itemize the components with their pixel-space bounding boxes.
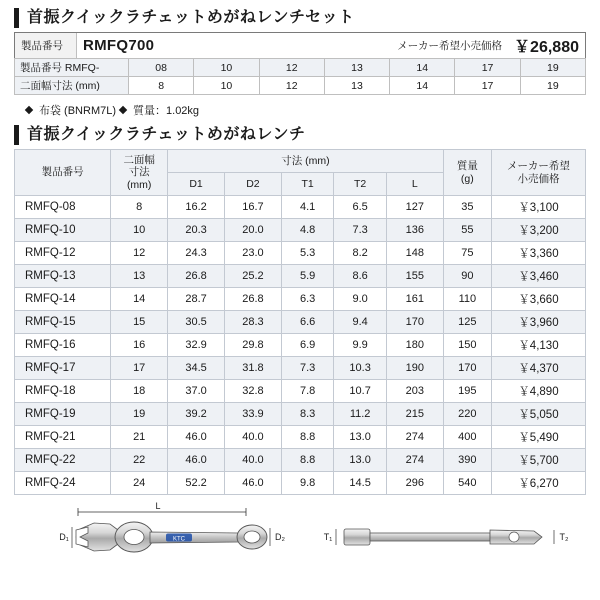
header-dimensions: 寸法 (mm) (168, 150, 444, 173)
cell-price: ￥4,130 (491, 334, 585, 357)
cell-d1: 28.7 (168, 288, 225, 311)
cell-d1: 46.0 (168, 449, 225, 472)
cell-product-no: RMFQ-22 (15, 449, 111, 472)
cell-width: 19 (111, 403, 168, 426)
accessory-line (14, 95, 586, 125)
header-width-line1: 二面幅 (123, 154, 155, 167)
length-dimension (78, 501, 246, 516)
cell-t2: 13.0 (334, 426, 387, 449)
cell-mass: 90 (443, 265, 491, 288)
cell-t2: 10.3 (334, 357, 387, 380)
cell-mass: 170 (443, 357, 491, 380)
table-row (15, 380, 586, 403)
cell-t1: 6.9 (281, 334, 334, 357)
table-row (15, 357, 586, 380)
cell-d2: 29.8 (225, 334, 282, 357)
cell-mass: 75 (443, 242, 491, 265)
set-model-cell: 17 (455, 59, 520, 77)
cell-l: 127 (386, 196, 443, 219)
cell-product-no: RMFQ-24 (15, 472, 111, 495)
cell-t2: 14.5 (334, 472, 387, 495)
cell-t1: 5.9 (281, 265, 334, 288)
cell-price: ￥3,200 (491, 219, 585, 242)
cell-t2: 8.6 (334, 265, 387, 288)
cell-product-no: RMFQ-16 (15, 334, 111, 357)
cell-d2: 32.8 (225, 380, 282, 403)
cell-price: ￥3,660 (491, 288, 585, 311)
set-model-cell: 10 (194, 59, 259, 77)
item-title-row (14, 125, 586, 145)
header-price (491, 150, 585, 196)
header-width-line2: 寸法 (128, 166, 150, 179)
cell-t2: 7.3 (334, 219, 387, 242)
cell-d2: 40.0 (225, 426, 282, 449)
cell-price: ￥4,890 (491, 380, 585, 403)
cell-t2: 13.0 (334, 449, 387, 472)
header-t1: T1 (281, 173, 334, 196)
cell-width: 22 (111, 449, 168, 472)
cell-t1: 5.3 (281, 242, 334, 265)
page-title: 首振クイックラチェットめがねレンチセット (27, 9, 355, 27)
header-t2: T2 (334, 173, 387, 196)
cell-d2: 28.3 (225, 311, 282, 334)
header-price-line2: 小売価格 (517, 172, 560, 185)
set-width-cell: 8 (129, 77, 194, 95)
cell-price: ￥5,050 (491, 403, 585, 426)
open-end-head (76, 523, 118, 551)
cell-mass: 125 (443, 311, 491, 334)
set-model-cell: 13 (324, 59, 389, 77)
cell-mass: 150 (443, 334, 491, 357)
cell-width: 24 (111, 472, 168, 495)
cell-d2: 16.7 (225, 196, 282, 219)
cell-l: 215 (386, 403, 443, 426)
cell-d1: 32.9 (168, 334, 225, 357)
cell-t2: 9.0 (334, 288, 387, 311)
cell-d2: 20.0 (225, 219, 282, 242)
cell-d2: 31.8 (225, 357, 282, 380)
cell-product-no: RMFQ-12 (15, 242, 111, 265)
cell-price: ￥6,270 (491, 472, 585, 495)
table-row (15, 196, 586, 219)
cell-d2: 23.0 (225, 242, 282, 265)
cell-d2: 25.2 (225, 265, 282, 288)
shank (150, 532, 238, 543)
cell-t1: 8.3 (281, 403, 334, 426)
table-row (15, 242, 586, 265)
set-width-cell: 17 (455, 77, 520, 95)
cell-product-no: RMFQ-17 (15, 357, 111, 380)
specification-table (14, 149, 586, 495)
table-row (15, 403, 586, 426)
table-row (15, 288, 586, 311)
cell-d1: 46.0 (168, 426, 225, 449)
table-row (15, 265, 586, 288)
header-product-no: 製品番号 (15, 150, 111, 196)
cell-price: ￥5,700 (491, 449, 585, 472)
set-contents-table (14, 58, 586, 95)
header-width-across-flats (111, 150, 168, 196)
cell-width: 17 (111, 357, 168, 380)
set-model-row-label: 製品番号 RMFQ- (15, 59, 129, 77)
cell-product-no: RMFQ-15 (15, 311, 111, 334)
cell-d1: 52.2 (168, 472, 225, 495)
cell-t2: 8.2 (334, 242, 387, 265)
cell-width: 10 (111, 219, 168, 242)
cell-t2: 11.2 (334, 403, 387, 426)
cell-l: 136 (386, 219, 443, 242)
header-mass (443, 150, 491, 196)
header-d1: D1 (168, 173, 225, 196)
cell-d1: 30.5 (168, 311, 225, 334)
table-row (15, 472, 586, 495)
cell-d2: 33.9 (225, 403, 282, 426)
cell-l: 203 (386, 380, 443, 403)
side-view (324, 529, 569, 545)
cell-d2: 46.0 (225, 472, 282, 495)
wrench-drawing (14, 499, 586, 577)
cell-l: 155 (386, 265, 443, 288)
set-width-cell: 19 (520, 77, 585, 95)
cell-d1: 20.3 (168, 219, 225, 242)
cell-product-no: RMFQ-21 (15, 426, 111, 449)
cell-l: 274 (386, 449, 443, 472)
cell-t1: 6.6 (281, 311, 334, 334)
cell-t1: 4.8 (281, 219, 334, 242)
diamond-bullet-icon (25, 106, 33, 114)
ring-head-small (237, 525, 267, 549)
cell-width: 21 (111, 426, 168, 449)
cell-d1: 37.0 (168, 380, 225, 403)
cell-l: 148 (386, 242, 443, 265)
cell-mass: 400 (443, 426, 491, 449)
brand-mark-text: KTC (173, 536, 185, 543)
ring-head (115, 522, 153, 552)
table-row (15, 311, 586, 334)
cell-mass: 110 (443, 288, 491, 311)
header-price-line1: メーカー希望 (507, 160, 570, 173)
title-accent-bar (14, 125, 19, 145)
cell-mass: 35 (443, 196, 491, 219)
cell-d2: 40.0 (225, 449, 282, 472)
dimension-diagram (14, 499, 586, 577)
cell-l: 296 (386, 472, 443, 495)
cell-width: 13 (111, 265, 168, 288)
cell-mass: 55 (443, 219, 491, 242)
cell-l: 170 (386, 311, 443, 334)
cell-width: 18 (111, 380, 168, 403)
set-model-cell: 08 (129, 59, 194, 77)
cell-t2: 9.9 (334, 334, 387, 357)
diamond-bullet-icon (119, 106, 127, 114)
cell-price: ￥3,360 (491, 242, 585, 265)
cell-t1: 8.8 (281, 426, 334, 449)
cell-product-no: RMFQ-13 (15, 265, 111, 288)
cell-d1: 39.2 (168, 403, 225, 426)
set-model-cell: 12 (259, 59, 324, 77)
cell-t2: 6.5 (334, 196, 387, 219)
set-model-cell: 14 (390, 59, 455, 77)
table-row (15, 59, 586, 77)
cell-product-no: RMFQ-19 (15, 403, 111, 426)
cell-d2: 26.8 (225, 288, 282, 311)
cell-t2: 9.4 (334, 311, 387, 334)
cell-width: 8 (111, 196, 168, 219)
set-width-row-label: 二面幅寸法 (mm) (15, 77, 129, 95)
cell-price: ￥5,490 (491, 426, 585, 449)
cell-d1: 34.5 (168, 357, 225, 380)
cell-width: 16 (111, 334, 168, 357)
label-t1: T₁ (323, 532, 333, 542)
cell-price: ￥4,370 (491, 357, 585, 380)
header-mass-line2: (g) (460, 172, 474, 185)
cell-product-no: RMFQ-14 (15, 288, 111, 311)
set-width-cell: 13 (324, 77, 389, 95)
table-row (15, 77, 586, 95)
model-number-value: RMFQ700 (83, 37, 155, 54)
cell-d1: 16.2 (168, 196, 225, 219)
cell-width: 14 (111, 288, 168, 311)
section-title: 首振クイックラチェットめがねレンチ (27, 126, 306, 144)
cell-t1: 9.8 (281, 472, 334, 495)
cell-width: 12 (111, 242, 168, 265)
price-label: メーカー希望小売価格 (397, 40, 503, 52)
spec-table-body (15, 196, 586, 495)
cell-d1: 26.8 (168, 265, 225, 288)
set-width-cell: 10 (194, 77, 259, 95)
cell-t2: 10.7 (334, 380, 387, 403)
cell-mass: 540 (443, 472, 491, 495)
cell-product-no: RMFQ-18 (15, 380, 111, 403)
table-row (15, 219, 586, 242)
set-title-row (14, 8, 586, 28)
table-row (15, 426, 586, 449)
cell-mass: 390 (443, 449, 491, 472)
cell-product-no: RMFQ-10 (15, 219, 111, 242)
accessory-bag: 布袋 (BNRM7L) (39, 105, 117, 117)
cell-l: 180 (386, 334, 443, 357)
label-t2: T₂ (559, 532, 569, 542)
cell-t1: 4.1 (281, 196, 334, 219)
model-number-label: 製品番号 (15, 33, 77, 58)
set-model-cell: 19 (520, 59, 585, 77)
set-width-cell: 12 (259, 77, 324, 95)
cell-l: 274 (386, 426, 443, 449)
price-value: ￥26,880 (514, 39, 579, 56)
header-d2: D2 (225, 173, 282, 196)
cell-l: 190 (386, 357, 443, 380)
cell-t1: 7.8 (281, 380, 334, 403)
header-width-line3: (mm) (126, 178, 152, 191)
table-row (15, 334, 586, 357)
label-d2: D₂ (275, 532, 285, 542)
cell-l: 161 (386, 288, 443, 311)
spec-table-wrap (14, 149, 586, 495)
table-row (15, 449, 586, 472)
cell-t1: 6.3 (281, 288, 334, 311)
cell-t1: 7.3 (281, 357, 334, 380)
model-price-strip (14, 32, 586, 58)
cell-product-no: RMFQ-08 (15, 196, 111, 219)
header-l: L (386, 173, 443, 196)
cell-price: ￥3,960 (491, 311, 585, 334)
cell-t1: 8.8 (281, 449, 334, 472)
cell-price: ￥3,460 (491, 265, 585, 288)
header-mass-line1: 質量 (456, 160, 478, 173)
title-accent-bar (14, 8, 19, 28)
cell-mass: 220 (443, 403, 491, 426)
label-l: L (155, 501, 161, 511)
cell-price: ￥3,100 (491, 196, 585, 219)
accessory-weight: 質量：1.02kg (133, 105, 200, 117)
cell-d1: 24.3 (168, 242, 225, 265)
table-header-row (15, 150, 586, 173)
set-width-cell: 14 (390, 77, 455, 95)
label-d1: D₁ (59, 532, 69, 542)
cell-mass: 195 (443, 380, 491, 403)
cell-width: 15 (111, 311, 168, 334)
